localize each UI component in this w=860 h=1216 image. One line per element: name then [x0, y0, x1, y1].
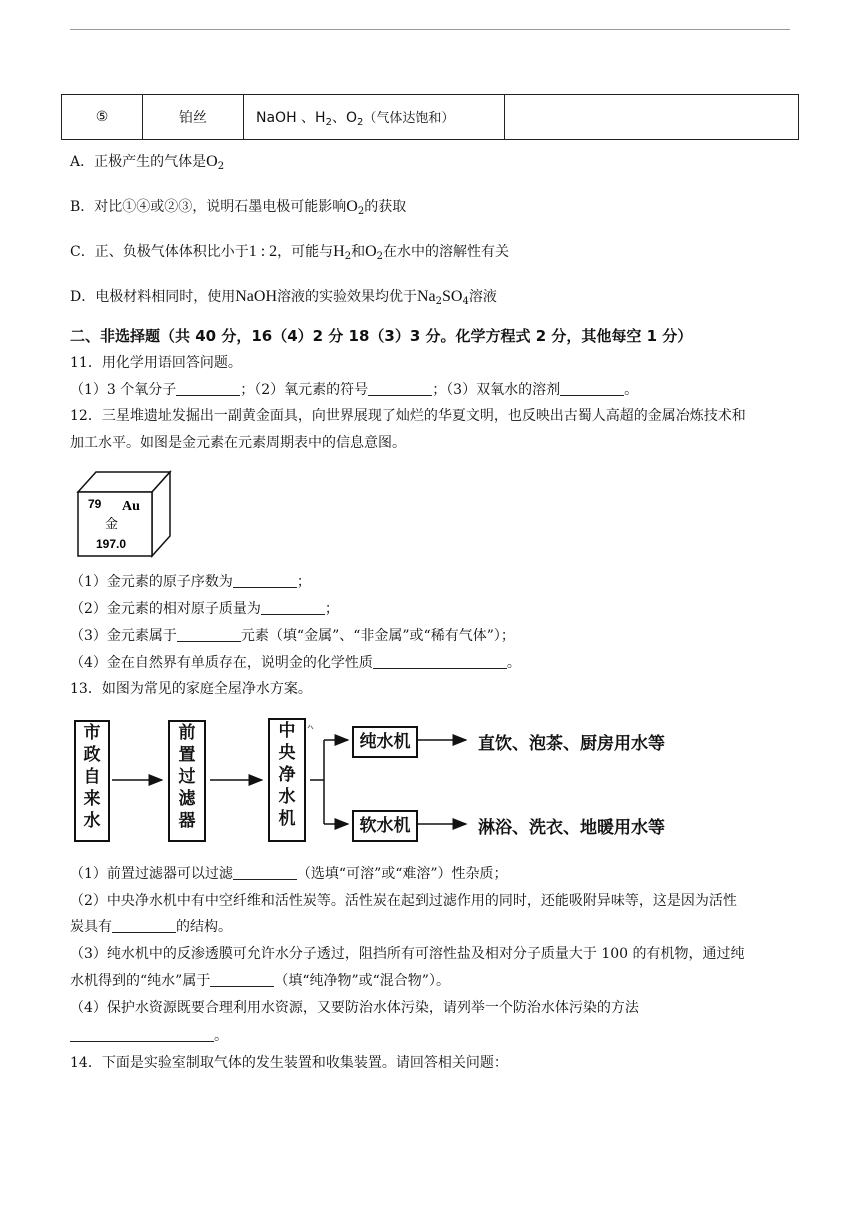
atomic-number: 79 — [88, 497, 102, 511]
element-name: 金 — [105, 517, 119, 532]
option-c: C．正、负极气体体积比小于1 : 2，可能与$H_2$和$O_2$在水中的溶解性有关 — [70, 243, 510, 262]
q11-blank-1[interactable] — [176, 381, 240, 396]
q12-stem-2: 加工水平。如图是金元素在元素周期表中的信息意图。 — [70, 435, 406, 451]
box-softener: 软水机 — [352, 810, 418, 842]
electrolysis-table-row — [61, 94, 799, 140]
box-prefilter: 前 置 过 滤 器 — [168, 720, 206, 842]
q13-sub-4a: （4）保护水资源既要合理利用水资源，又要防治水体污染，请列举一个防治水体污染的方法 — [70, 1000, 639, 1016]
option-a: A．正极产生的气体是$O_2$ — [70, 153, 225, 172]
electrode-cell: 铂丝 — [143, 95, 244, 140]
row-number: ⑤ — [62, 95, 143, 140]
q11-parts: （1）3 个氧分子 ；（2）氧元素的符号 ；（3）双氧水的溶剂 。 — [70, 382, 639, 398]
q13-blank-4[interactable] — [70, 1027, 214, 1042]
q13-sub-3b: 水机得到的“纯水”属于 （填“纯净物”或“混合物”）。 — [70, 973, 450, 989]
q13-blank-1[interactable] — [233, 865, 297, 880]
q13-stem: 13．如图为常见的家庭全屋净水方案。 — [70, 681, 312, 697]
q14-stem: 14．下面是实验室制取气体的发生装置和收集装置。请回答相关问题： — [70, 1055, 508, 1071]
q12-blank-4[interactable] — [373, 654, 507, 669]
header-rule — [70, 29, 790, 30]
box-pure-water-machine: 纯水机 — [352, 726, 418, 758]
pure-water-uses: 直饮、泡茶、厨房用水等 — [478, 734, 665, 754]
q13-blank-3[interactable] — [210, 972, 274, 987]
box-municipal-water: 市 政 自 来 水 — [74, 720, 110, 842]
q12-sub-3: （3）金元素属于 元素（填“金属”、“非金属”或“稀有气体”）； — [70, 628, 515, 644]
q12-sub-1: （1）金元素的原子序数为 ； — [70, 574, 311, 590]
q12-sub-2: （2）金元素的相对原子质量为 ； — [70, 601, 339, 617]
water-purification-diagram — [70, 714, 700, 854]
q12-blank-1[interactable] — [233, 573, 297, 588]
gold-element-card — [76, 470, 172, 558]
q11-stem: 11．用化学用语回答问题。 — [70, 355, 242, 371]
q12-sub-4: （4）金在自然界有单质存在，说明金的化学性质 。 — [70, 655, 521, 671]
element-symbol: Au — [122, 499, 140, 514]
box-central-purifier: 中 央 净 水 机 — [268, 718, 306, 842]
atomic-mass: 197.0 — [96, 537, 127, 551]
q13-sub-1: （1）前置过滤器可以过滤 （选填“可溶”或“难溶”）性杂质； — [70, 866, 508, 882]
option-b: B．对比①④或②③，说明石墨电极可能影响$O_2$的获取 — [70, 198, 407, 217]
q13-blank-2[interactable] — [112, 918, 176, 933]
soft-water-uses: 淋浴、洗衣、地暖用水等 — [478, 818, 665, 838]
q11-blank-3[interactable] — [560, 381, 624, 396]
q13-sub-3a: （3）纯水机中的反渗透膜可允许水分子透过，阻挡所有可溶性盐及相对分子质量大于 100 的有机物，通过纯 — [70, 946, 745, 962]
option-d: D．电极材料相同时，使用NaOH溶液的实验效果均优于$Na_2SO_4$溶液 — [70, 288, 497, 307]
q12-stem-1: 12．三星堆遗址发掘出一副黄金面具，向世界展现了灿烂的华夏文明，也反映出古蜀人高超的金属冶炼技术和 — [70, 408, 746, 424]
q12-blank-3[interactable] — [177, 627, 241, 642]
q11-blank-2[interactable] — [368, 381, 432, 396]
solution-cell: NaOH 、$H_2$、$O_2$（气体达饱和） — [244, 95, 505, 140]
q13-sub-2a: （2）中央净水机中有中空纤维和活性炭等。活性炭在起到过滤作用的同时，还能吸附异味等，这是因为活性 — [70, 893, 737, 909]
q13-sub-4b: 。 — [70, 1026, 228, 1046]
section-title: 二、非选择题（共 40 分，16（4）2 分 18（3）3 分。化学方程式 2 分，其他每空 1 分） — [70, 327, 693, 345]
q13-sub-2b: 炭具有 的结构。 — [70, 919, 232, 935]
result-cell — [505, 95, 799, 140]
q12-blank-2[interactable] — [261, 600, 325, 615]
